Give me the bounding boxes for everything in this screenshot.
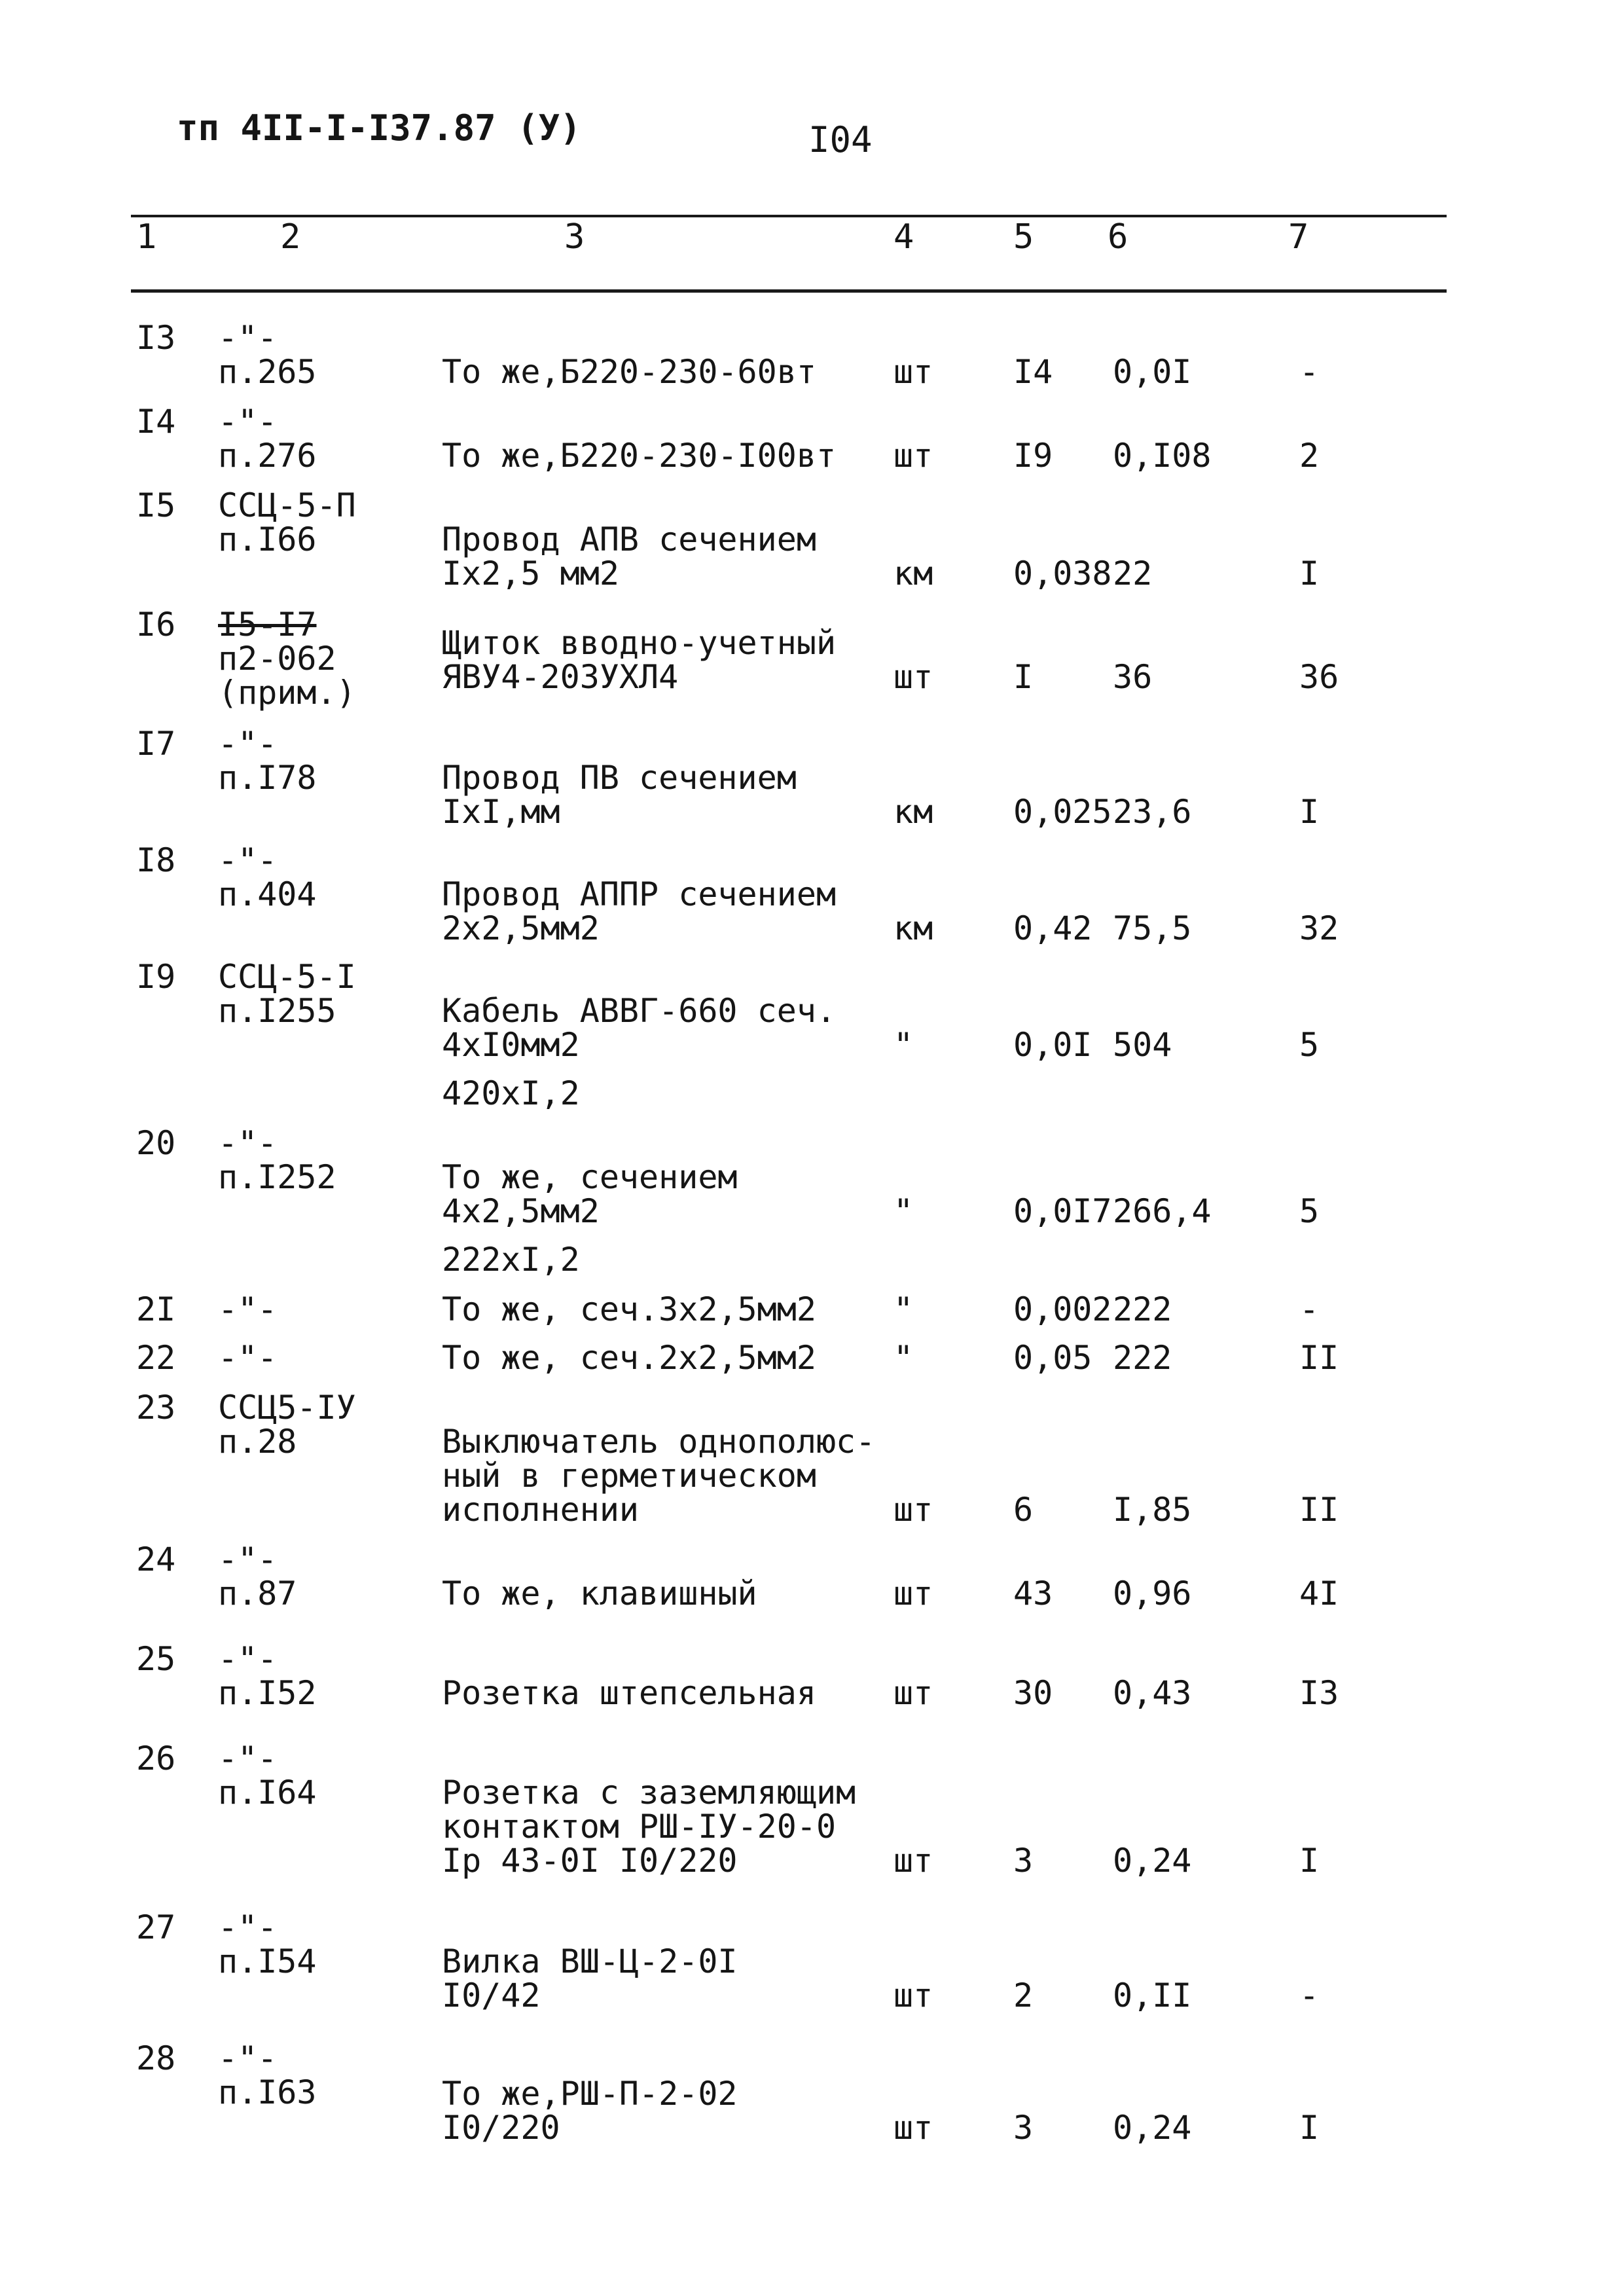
row-unit: шт [893, 437, 933, 475]
row-number: I9 [136, 958, 176, 996]
row-price: 23,6 [1113, 793, 1192, 831]
row-price: 0,II [1113, 1977, 1192, 2014]
document-code: тп 4II-I-I37.87 (У) [177, 107, 581, 149]
row-name: То же, сеч.3x2,5мм2 [442, 1290, 816, 1328]
column-header-6: 6 [1108, 217, 1128, 257]
row-reference: -"- п.I64 [218, 1740, 317, 1812]
row-price: 22 [1113, 555, 1153, 592]
table-top-rule [131, 215, 1447, 217]
row-name: Розетка с заземляющим контактом РШ-IУ-20-0 Iр 43-0I I0/220 [442, 1774, 856, 1880]
row-unit: " [893, 1290, 914, 1328]
row-number: I5 [136, 486, 176, 524]
row-quantity: 0,025 [1013, 793, 1112, 831]
row-number: 28 [136, 2039, 176, 2077]
row-reference: ССЦ5-IУ п.28 [218, 1389, 356, 1461]
row-unit: шт [893, 1491, 933, 1529]
row-reference-struck: I5-I7 [218, 606, 317, 644]
row-reference: -"- п.I78 [218, 725, 317, 797]
row-quantity: 0,05 [1013, 1339, 1092, 1377]
row-name: То же,РШ-П-2-02 I0/220 [442, 2075, 738, 2147]
row-price: 36 [1113, 658, 1153, 696]
row-name: То же, клавишный [442, 1575, 757, 1613]
row-total: 4I [1299, 1575, 1339, 1613]
row-unit: шт [893, 1842, 933, 1880]
row-total: II [1299, 1491, 1339, 1529]
row-unit: шт [893, 1977, 933, 2014]
row-unit: шт [893, 658, 933, 696]
row-price: 222 [1113, 1339, 1172, 1377]
row-total: 2 [1299, 437, 1320, 475]
row-price: 266,4 [1113, 1192, 1212, 1230]
row-quantity: 0,42 [1013, 909, 1092, 947]
row-total: - [1299, 353, 1320, 391]
row-price: 0,I08 [1113, 437, 1212, 475]
row-quantity: 2 [1013, 1977, 1034, 2014]
row-note: 420xI,2 [442, 1074, 580, 1112]
row-quantity: I4 [1013, 353, 1053, 391]
row-unit: км [893, 793, 933, 831]
row-number: 26 [136, 1740, 176, 1777]
row-quantity: 6 [1013, 1491, 1034, 1529]
row-quantity: 0,0I [1013, 1026, 1092, 1064]
column-header-2: 2 [280, 217, 301, 257]
row-number: 20 [136, 1124, 176, 1162]
row-reference: ССЦ-5-П п.I66 [218, 486, 356, 558]
row-price: 0,24 [1113, 1842, 1192, 1880]
row-quantity: 3 [1013, 2109, 1034, 2147]
row-name: Кабель АВВГ-660 сеч. 4xI0мм2 [442, 992, 837, 1064]
row-quantity: 43 [1013, 1575, 1053, 1613]
row-number: 24 [136, 1540, 176, 1578]
row-total: I [1299, 2109, 1320, 2147]
row-quantity: 0,0I7 [1013, 1192, 1112, 1230]
row-total: 5 [1299, 1026, 1320, 1064]
row-reference: -"- п.I52 [218, 1640, 317, 1712]
row-total: I [1299, 793, 1320, 831]
row-name: То же,Б220-230-I00вт [442, 437, 837, 475]
row-total: I [1299, 555, 1320, 592]
row-quantity: I [1013, 658, 1034, 696]
row-total: - [1299, 1290, 1320, 1328]
row-price: 504 [1113, 1026, 1172, 1064]
row-reference: -"- п.I63 [218, 2039, 317, 2111]
row-reference: -"- п.I252 [218, 1124, 336, 1196]
row-number: 25 [136, 1640, 176, 1678]
row-note: 222xI,2 [442, 1241, 580, 1279]
row-total: 5 [1299, 1192, 1320, 1230]
column-header-4: 4 [893, 217, 914, 257]
row-unit: км [893, 555, 933, 592]
column-header-7: 7 [1288, 217, 1309, 257]
column-header-3: 3 [564, 217, 585, 257]
row-total: II [1299, 1339, 1339, 1377]
row-price: 0,43 [1113, 1674, 1192, 1712]
row-reference: п2-062 (прим.) [218, 640, 356, 712]
row-name: То же, сеч.2x2,5мм2 [442, 1339, 816, 1377]
row-number: I4 [136, 403, 176, 441]
row-reference: -"- [218, 1339, 278, 1377]
row-quantity: 3 [1013, 1842, 1034, 1880]
row-number: I8 [136, 841, 176, 879]
row-number: I7 [136, 725, 176, 763]
row-name: Провод АПВ сечением Ix2,5 мм2 [442, 520, 816, 592]
row-unit: " [893, 1192, 914, 1230]
row-price: 0,96 [1113, 1575, 1192, 1613]
row-unit: шт [893, 1575, 933, 1613]
row-quantity: I9 [1013, 437, 1053, 475]
row-number: I6 [136, 606, 176, 644]
row-name: Розетка штепсельная [442, 1674, 816, 1712]
row-price: 0,24 [1113, 2109, 1192, 2147]
row-price: 222 [1113, 1290, 1172, 1328]
row-quantity: 30 [1013, 1674, 1053, 1712]
row-quantity: 0,038 [1013, 555, 1112, 592]
row-price: 75,5 [1113, 909, 1192, 947]
row-reference: -"- п.276 [218, 403, 317, 475]
row-total: - [1299, 1977, 1320, 2014]
row-name: Вилка ВШ-Ц-2-0I I0/42 [442, 1942, 738, 2014]
row-total: I [1299, 1842, 1320, 1880]
row-number: 23 [136, 1389, 176, 1427]
row-number: 27 [136, 1908, 176, 1946]
row-total: I3 [1299, 1674, 1339, 1712]
row-reference: -"- [218, 1290, 278, 1328]
row-quantity: 0,002 [1013, 1290, 1112, 1328]
row-reference: -"- п.I54 [218, 1908, 317, 1980]
row-total: 36 [1299, 658, 1339, 696]
row-unit: шт [893, 353, 933, 391]
row-reference: ССЦ-5-I п.I255 [218, 958, 356, 1030]
row-unit: " [893, 1026, 914, 1064]
row-name: Щиток вводно-учетный ЯВУ4-203УХЛ4 [442, 624, 837, 696]
row-name: Провод ПВ сечением IxI,мм [442, 759, 797, 831]
row-name: Выключатель однополюс- ный в герметическом исполнении [442, 1423, 876, 1529]
row-name: Провод АППР сечением 2x2,5мм2 [442, 875, 837, 947]
row-reference: -"- п.404 [218, 841, 317, 913]
row-unit: " [893, 1339, 914, 1377]
row-total: 32 [1299, 909, 1339, 947]
row-reference: -"- п.265 [218, 319, 317, 391]
table-header-rule [131, 289, 1447, 293]
column-header-5: 5 [1013, 217, 1034, 257]
row-price: 0,0I [1113, 353, 1192, 391]
row-number: I3 [136, 319, 176, 357]
row-unit: шт [893, 2109, 933, 2147]
row-name: То же,Б220-230-60вт [442, 353, 816, 391]
row-price: I,85 [1113, 1491, 1192, 1529]
row-number: 2I [136, 1290, 176, 1328]
row-reference: -"- п.87 [218, 1540, 297, 1613]
row-unit: км [893, 909, 933, 947]
row-name: То же, сечением 4x2,5мм2 [442, 1158, 738, 1230]
page-number: I04 [808, 119, 873, 160]
row-unit: шт [893, 1674, 933, 1712]
row-number: 22 [136, 1339, 176, 1377]
column-header-1: 1 [136, 217, 157, 257]
